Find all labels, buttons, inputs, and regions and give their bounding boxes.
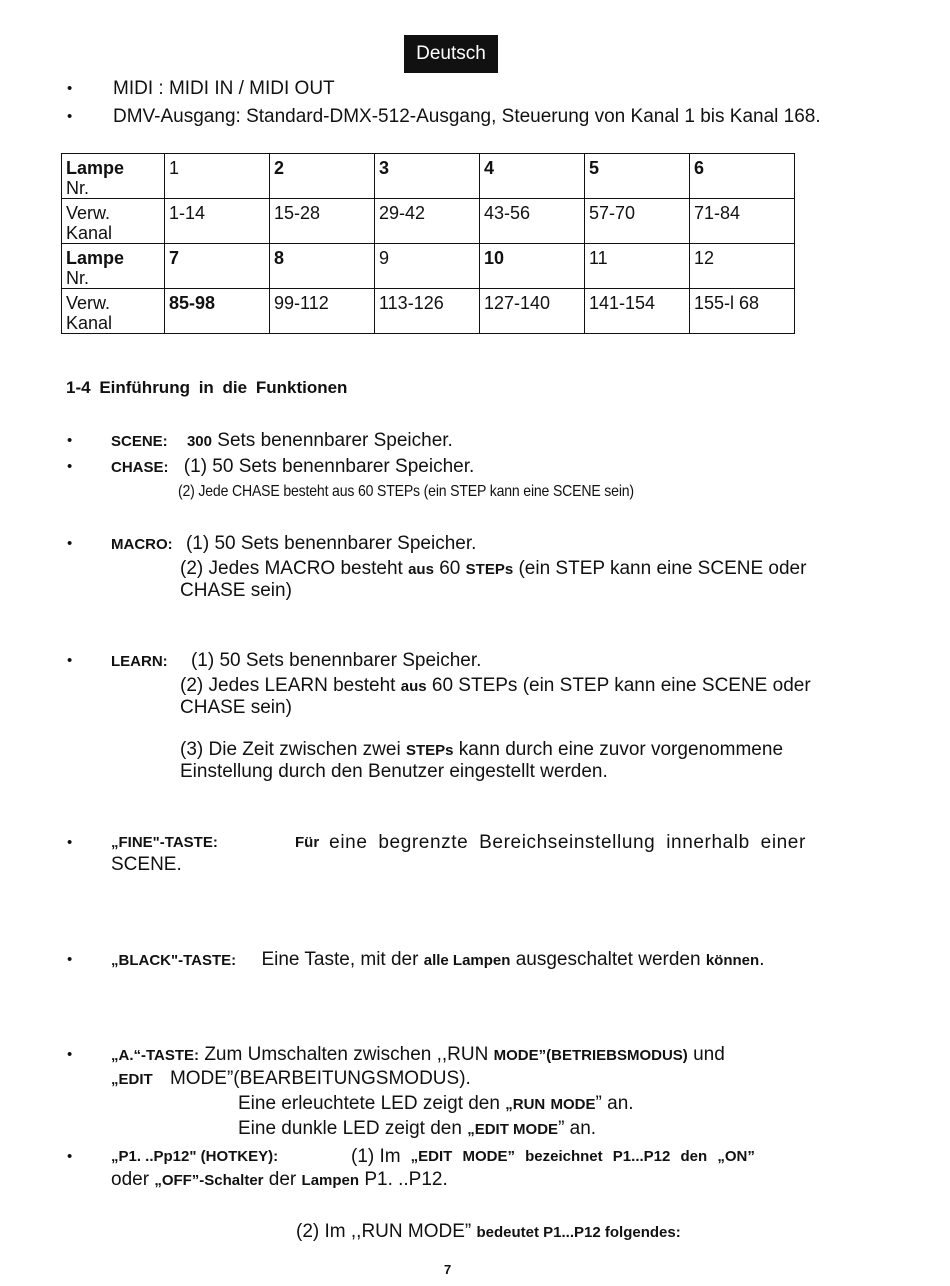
table-cell: 3: [375, 154, 480, 199]
hotkey-item: [111, 1146, 836, 1168]
section-heading: [66, 378, 347, 398]
a-taste-item: „A.“-TASTE: Zum Umschalten zwischen ,,RUN MODE”(BETRIEBSMODUS) und: [111, 1044, 725, 1065]
table-cell: 141-154: [585, 289, 690, 334]
scene-label: SCENE:: [111, 433, 168, 450]
table-row: [62, 154, 795, 199]
hotkey-text-bold: „EDIT MODE” bezeichnet P1...P12 den „ON”: [410, 1148, 755, 1165]
macro-item: [111, 533, 476, 556]
page-number: 7: [444, 1262, 452, 1277]
chase-label: CHASE:: [111, 459, 169, 476]
chase-line1: (1) 50 Sets benennbarer Speicher.: [183, 456, 475, 477]
section-number: 1-4: [66, 378, 91, 397]
a-taste-label: „A.“-TASTE:: [111, 1047, 200, 1064]
bullet-icon: •: [67, 108, 73, 125]
spec-dmx: DMV-Ausgang: Standard-DMX-512-Ausgang, Steuerung von Kanal 1 bis Kanal 168.: [113, 106, 821, 127]
learn-item: [111, 650, 481, 673]
scene-item: [111, 430, 453, 453]
hotkey-label: „P1. ..Pp12" (HOTKEY):: [111, 1148, 279, 1165]
fine-item: [111, 832, 834, 854]
fine-label: „FINE"-TASTE:: [111, 834, 218, 851]
table-row: [62, 244, 795, 289]
table-cell: 71-84: [690, 199, 795, 244]
language-tab: Deutsch: [404, 35, 498, 73]
black-item: „BLACK"-TASTE: Eine Taste, mit der alle Lampen ausgeschaltet werden können.: [111, 949, 765, 970]
row-label: Verw. Kanal: [62, 289, 165, 334]
a-taste-line4: Eine dunkle LED zeigt den „EDIT MODE” an.: [238, 1118, 597, 1139]
table-cell: 4: [480, 154, 585, 199]
section-title-word: die: [222, 378, 248, 397]
table-cell: 57-70: [585, 199, 690, 244]
a-taste-line3: Eine erleuchtete LED zeigt den „RUN MODE” an.: [238, 1093, 634, 1114]
macro-line2: (2) Jedes MACRO besteht aus 60 STEPs (ein STEP kann eine SCENE oder: [180, 558, 807, 579]
fine-line2: SCENE.: [111, 854, 182, 875]
row-label: Verw. Kanal: [62, 199, 165, 244]
bullet-icon: •: [67, 458, 73, 475]
section-title-word: Einführung: [99, 378, 190, 397]
table-cell: 15-28: [270, 199, 375, 244]
bullet-icon: •: [67, 80, 73, 97]
section-title-word: in: [198, 378, 214, 397]
table-cell: 155-l 68: [690, 289, 795, 334]
learn-line4: (3) Die Zeit zwischen zwei STEPs kann durch eine zuvor vorgenommene: [180, 739, 784, 760]
table-cell: 99-112: [270, 289, 375, 334]
learn-line1: (1) 50 Sets benennbarer Speicher.: [190, 650, 482, 671]
section-title-word: Funktionen: [255, 378, 348, 397]
table-cell: 12: [690, 244, 795, 289]
table-cell: 43-56: [480, 199, 585, 244]
row-label: Lampe Nr.: [62, 244, 165, 289]
hotkey-line3: (2) Im ,,RUN MODE” bedeutet P1...P12 folgendes:: [296, 1221, 681, 1242]
table-row: [62, 199, 795, 244]
table-cell: 85-98: [165, 289, 270, 334]
table-cell: 127-140: [480, 289, 585, 334]
chase-item: [111, 456, 474, 479]
learn-label: LEARN:: [111, 653, 168, 670]
bullet-icon: •: [67, 834, 73, 851]
channel-table: [61, 153, 795, 334]
scene-count: 300: [186, 433, 212, 450]
chase-line2: (2) Jede CHASE besteht aus 60 STEPs (ein STEP kann eine SCENE sein): [178, 483, 634, 500]
bullet-icon: •: [67, 951, 73, 968]
table-cell: 1-14: [165, 199, 270, 244]
bullet-icon: •: [67, 432, 73, 449]
bullet-icon: •: [67, 652, 73, 669]
table-cell: 8: [270, 244, 375, 289]
scene-text: Sets benennbarer Speicher.: [217, 430, 453, 451]
bullet-icon: •: [67, 1148, 73, 1165]
row-label: Lampe Nr.: [62, 154, 165, 199]
learn-line2: (2) Jedes LEARN besteht aus 60 STEPs (ein STEP kann eine SCENE oder: [180, 675, 811, 696]
macro-label: MACRO:: [111, 536, 173, 553]
a-taste-line2: „EDIT MODE”(BEARBEITUNGSMODUS).: [111, 1068, 471, 1089]
table-row: [62, 289, 795, 334]
fine-bold-word: Für: [295, 834, 320, 851]
table-cell: 2: [270, 154, 375, 199]
learn-line3: CHASE sein): [180, 697, 292, 718]
macro-line3: CHASE sein): [180, 580, 292, 601]
hotkey-line2: oder „OFF”-Schalter der Lampen P1. ..P12.: [111, 1169, 448, 1190]
bullet-icon: •: [67, 1046, 73, 1063]
macro-line1: (1) 50 Sets benennbarer Speicher.: [185, 533, 477, 554]
bullet-icon: •: [67, 535, 73, 552]
table-cell: 1: [165, 154, 270, 199]
table-cell: 11: [585, 244, 690, 289]
black-label: „BLACK"-TASTE:: [111, 952, 237, 969]
spec-midi: MIDI : MIDI IN / MIDI OUT: [113, 78, 335, 99]
table-cell: 9: [375, 244, 480, 289]
table-cell: 6: [690, 154, 795, 199]
table-cell: 29-42: [375, 199, 480, 244]
table-cell: 113-126: [375, 289, 480, 334]
hotkey-text: (1) Im: [351, 1146, 401, 1167]
table-cell: 5: [585, 154, 690, 199]
table-cell: 7: [165, 244, 270, 289]
fine-text: eine begrenzte Bereichseinstellung innerhalb einer: [329, 832, 806, 853]
learn-line5: Einstellung durch den Benutzer eingestellt werden.: [180, 761, 608, 782]
table-cell: 10: [480, 244, 585, 289]
